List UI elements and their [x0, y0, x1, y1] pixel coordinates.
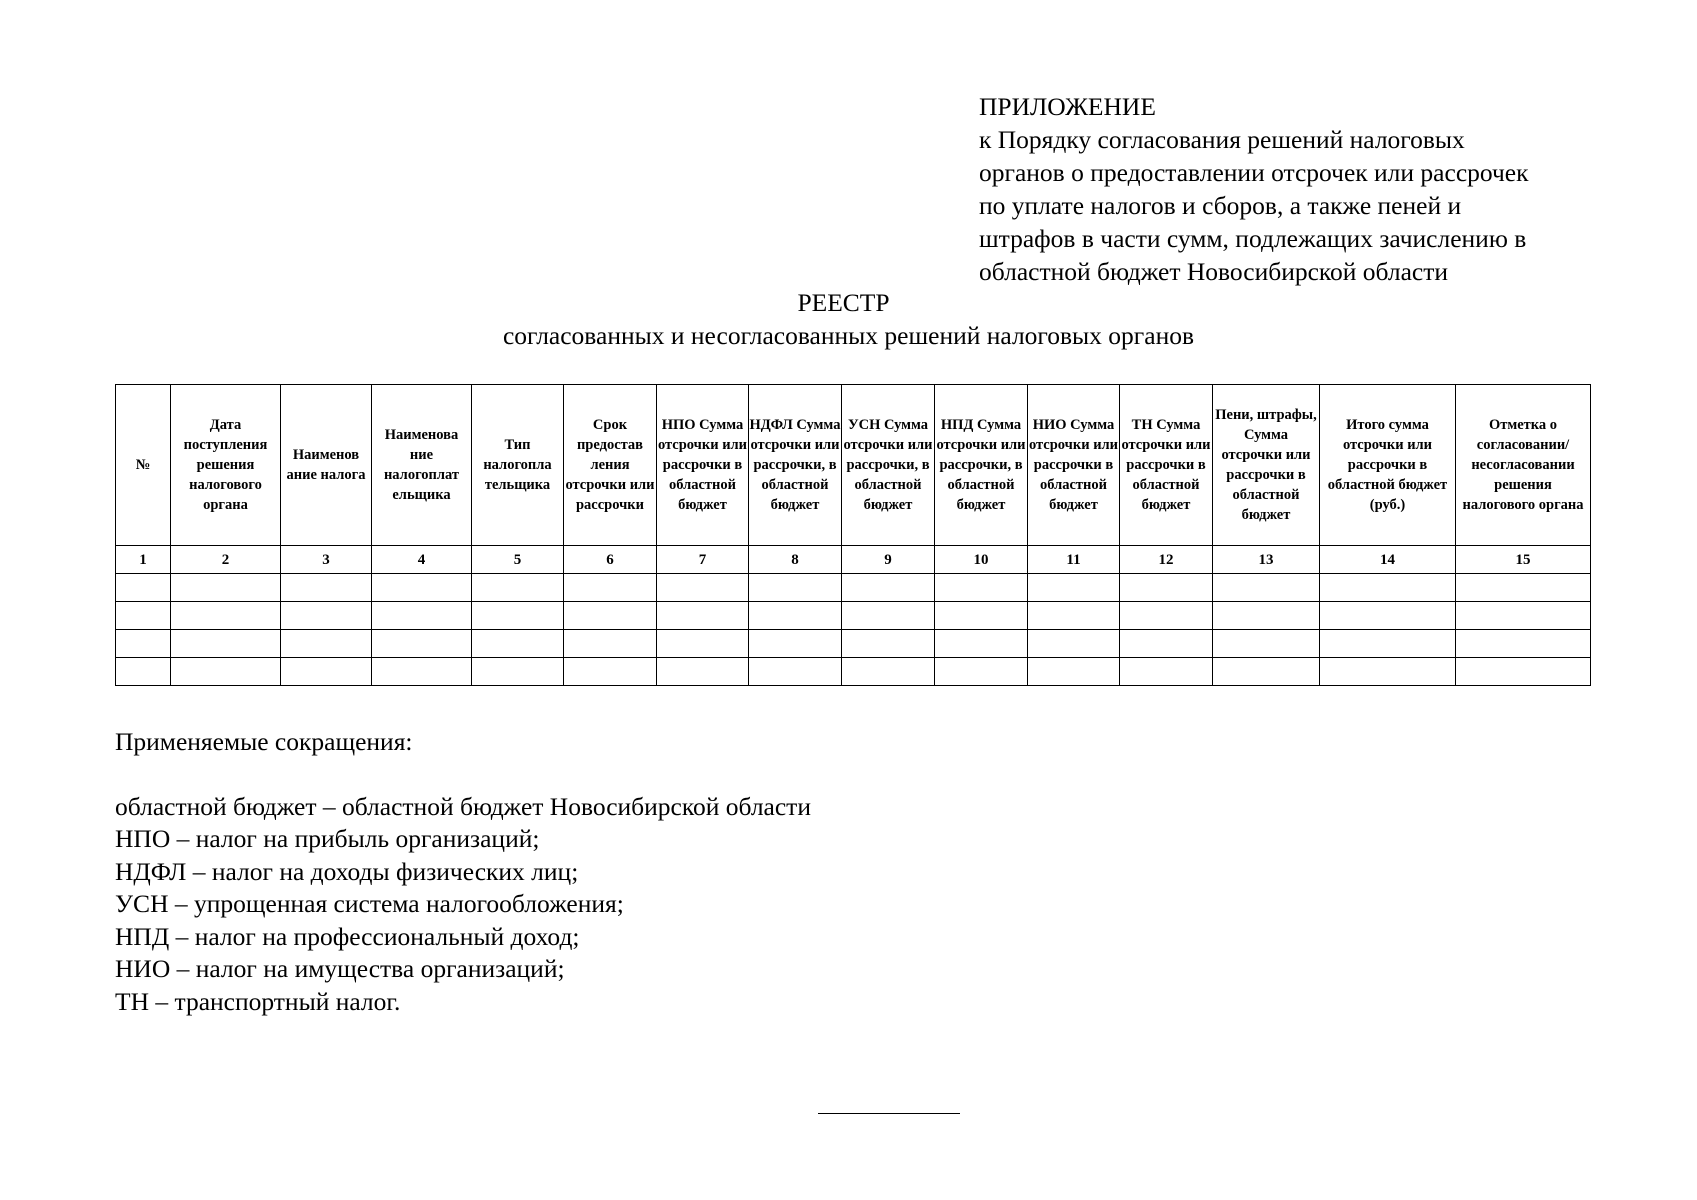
- table-cell: [1213, 574, 1320, 602]
- table-cell: [472, 630, 564, 658]
- table-cell: [116, 630, 171, 658]
- abbreviation-item: областной бюджет – областной бюджет Новосибирской области: [115, 791, 811, 821]
- table-cell: [171, 602, 281, 630]
- table-cell: [1028, 658, 1120, 686]
- table-cell: [1120, 574, 1213, 602]
- abbreviation-item: НПО – налог на прибыль организаций;: [115, 824, 540, 853]
- table-cell: [749, 630, 842, 658]
- appendix-block: [979, 90, 1659, 288]
- table-row: [116, 658, 1591, 686]
- table-cell: [1456, 658, 1591, 686]
- column-number-cell: 11: [1028, 546, 1120, 574]
- table-cell: [1120, 602, 1213, 630]
- table-cell: [1320, 574, 1456, 602]
- document-title: РЕЕСТР: [797, 288, 890, 317]
- column-number-cell: 12: [1120, 546, 1213, 574]
- table-cell: [281, 658, 372, 686]
- end-divider: [818, 1113, 960, 1114]
- table-cell: [1320, 658, 1456, 686]
- table-cell: [935, 630, 1028, 658]
- header-cell: №: [116, 385, 171, 546]
- table-cell: [372, 658, 472, 686]
- table-cell: [1456, 630, 1591, 658]
- table-cell: [564, 658, 657, 686]
- header-cell: НИО Сумма отсрочки или рассрочки в областной бюджет: [1028, 385, 1120, 546]
- header-cell: Срок предостав ления отсрочки или рассрочки: [564, 385, 657, 546]
- table-cell: [1028, 574, 1120, 602]
- table-cell: [935, 602, 1028, 630]
- header-cell: Тип налогопла тельщика: [472, 385, 564, 546]
- table-cell: [1120, 658, 1213, 686]
- table-cell: [935, 574, 1028, 602]
- table-cell: [281, 602, 372, 630]
- table-cell: [171, 658, 281, 686]
- column-number-cell: 2: [171, 546, 281, 574]
- column-number-cell: 7: [657, 546, 749, 574]
- table-cell: [935, 658, 1028, 686]
- header-cell: Наименова ние налогоплат ельщика: [372, 385, 472, 546]
- table-cell: [1213, 658, 1320, 686]
- table-cell: [749, 602, 842, 630]
- table-cell: [657, 602, 749, 630]
- header-cell: НПО Сумма отсрочки или рассрочки в областной бюджет: [657, 385, 749, 546]
- header-cell: Наименов ание налога: [281, 385, 372, 546]
- table-cell: [1456, 574, 1591, 602]
- appendix-line: по уплате налогов и сборов, а также пеней и: [979, 191, 1462, 220]
- table-cell: [372, 602, 472, 630]
- table-cell: [472, 658, 564, 686]
- table-row: [116, 602, 1591, 630]
- header-cell: НПД Сумма отсрочки или рассрочки, в областной бюджет: [935, 385, 1028, 546]
- column-number-cell: 14: [1320, 546, 1456, 574]
- table-cell: [372, 574, 472, 602]
- table-cell: [472, 602, 564, 630]
- column-number-cell: 8: [749, 546, 842, 574]
- header-cell: Пени, штрафы, Сумма отсрочки или рассрочки в областной бюджет: [1213, 385, 1320, 546]
- header-cell: Итого сумма отсрочки или рассрочки в областной бюджет (руб.): [1320, 385, 1456, 546]
- abbreviation-item: УСН – упрощенная система налогообложения;: [115, 889, 624, 918]
- appendix-line: органов о предоставлении отсрочек или рассрочек: [979, 158, 1529, 187]
- column-number-cell: 13: [1213, 546, 1320, 574]
- table-cell: [281, 574, 372, 602]
- table-row: [116, 630, 1591, 658]
- appendix-line: областной бюджет Новосибирской области: [979, 257, 1449, 286]
- appendix-line: к Порядку согласования решений налоговых: [979, 125, 1465, 154]
- table-cell: [116, 658, 171, 686]
- header-cell: НДФЛ Сумма отсрочки или рассрочки, в областной бюджет: [749, 385, 842, 546]
- table-cell: [1213, 602, 1320, 630]
- table-cell: [1028, 602, 1120, 630]
- appendix-line: штрафов в части сумм, подлежащих зачислению в: [979, 224, 1527, 253]
- column-number-cell: 4: [372, 546, 472, 574]
- column-number-cell: 3: [281, 546, 372, 574]
- table-cell: [1120, 630, 1213, 658]
- table-row: [116, 574, 1591, 602]
- abbreviation-item: ТН – транспортный налог.: [115, 986, 401, 1016]
- table-cell: [842, 630, 935, 658]
- table-header-row: [116, 385, 1591, 546]
- table-cell: [564, 630, 657, 658]
- column-number-cell: 9: [842, 546, 935, 574]
- column-number-cell: 6: [564, 546, 657, 574]
- appendix-title: ПРИЛОЖЕНИЕ: [979, 92, 1156, 121]
- table-cell: [749, 574, 842, 602]
- table-cell: [171, 574, 281, 602]
- table-cell: [657, 658, 749, 686]
- registry-table: [115, 384, 1591, 686]
- empty-rows-body: [116, 574, 1591, 686]
- table-cell: [472, 574, 564, 602]
- header-cell: УСН Сумма отсрочки или рассрочки, в областной бюджет: [842, 385, 935, 546]
- table-cell: [1320, 602, 1456, 630]
- table-cell: [1213, 630, 1320, 658]
- table-cell: [1456, 602, 1591, 630]
- table-cell: [116, 602, 171, 630]
- table-cell: [842, 574, 935, 602]
- header-cell: Дата поступления решения налогового органа: [171, 385, 281, 546]
- column-number-cell: 10: [935, 546, 1028, 574]
- table-cell: [657, 630, 749, 658]
- column-number-row: [116, 546, 1591, 574]
- table-cell: [842, 602, 935, 630]
- header-cell: Отметка о согласовании/ несогласовании решения налогового органа: [1456, 385, 1591, 546]
- document-subtitle: согласованных и несогласованных решений налоговых органов: [502, 321, 1195, 350]
- abbreviation-item: НДФЛ – налог на доходы физических лиц;: [115, 856, 579, 886]
- table-cell: [564, 574, 657, 602]
- column-number-cell: 1: [116, 546, 171, 574]
- column-number-cell: 5: [472, 546, 564, 574]
- table-cell: [171, 630, 281, 658]
- table-cell: [564, 602, 657, 630]
- table-cell: [749, 658, 842, 686]
- table-cell: [372, 630, 472, 658]
- abbreviation-item: НИО – налог на имущества организаций;: [115, 954, 565, 983]
- table-cell: [1028, 630, 1120, 658]
- header-cell: ТН Сумма отсрочки или рассрочки в областной бюджет: [1120, 385, 1213, 546]
- table-cell: [116, 574, 171, 602]
- abbreviation-item: НПД – налог на профессиональный доход;: [115, 921, 580, 951]
- column-number-cell: 15: [1456, 546, 1591, 574]
- table-cell: [281, 630, 372, 658]
- table-cell: [1320, 630, 1456, 658]
- table-cell: [842, 658, 935, 686]
- document-title-wrap: [0, 286, 1697, 319]
- abbreviations-title: Применяемые сокращения:: [115, 727, 413, 756]
- table-cell: [657, 574, 749, 602]
- abbreviations-block: [115, 726, 811, 1018]
